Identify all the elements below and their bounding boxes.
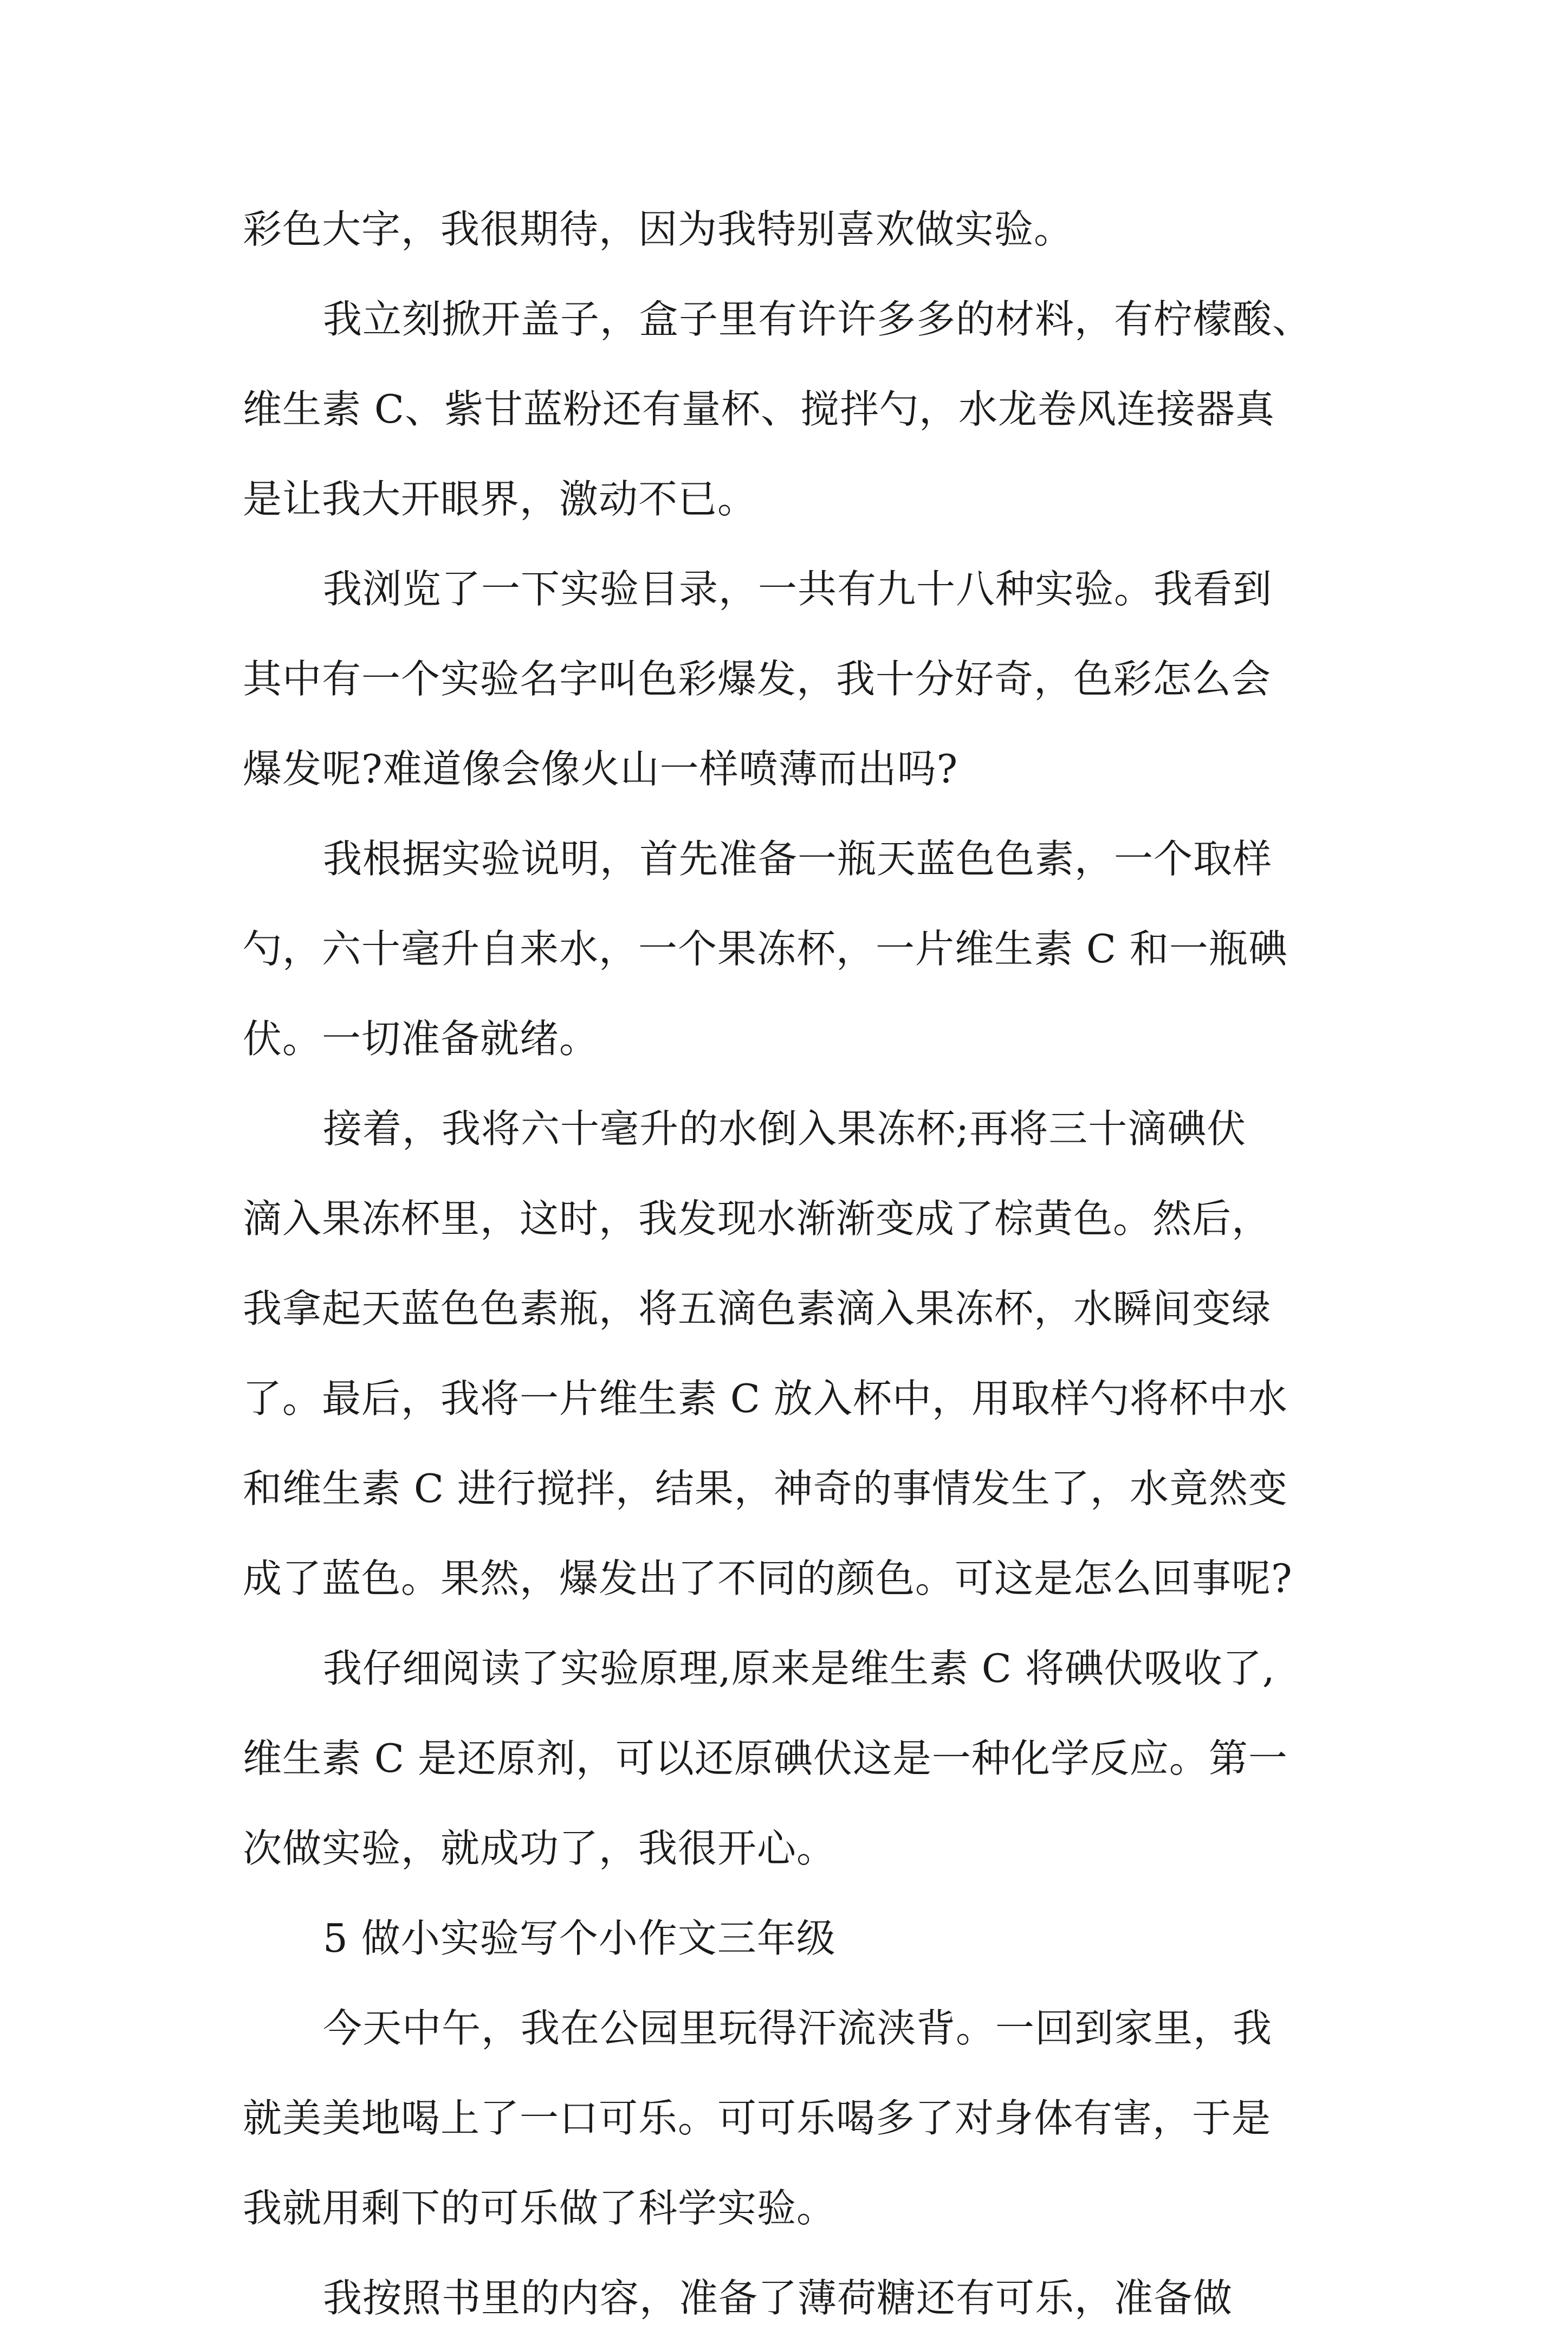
text-line-11: 接着，我将六十毫升的水倒入果冻杯;再将三十滴碘伏	[323, 1106, 1247, 1151]
text-line-19: 次做实验，就成功了，我很开心。	[243, 1826, 837, 1871]
text-line-17: 我仔细阅读了实验原理,原来是维生素 C 将碘伏吸收了,	[323, 1646, 1275, 1691]
text-line-14: 了。最后，我将一片维生素 C 放入杯中，用取样勺将杯中水	[243, 1376, 1288, 1421]
text-line-24: 我按照书里的内容，准备了薄荷糖还有可乐，准备做	[323, 2275, 1233, 2321]
text-line-6: 其中有一个实验名字叫色彩爆发，我十分好奇，色彩怎么会	[243, 656, 1272, 702]
text-line-15: 和维生素 C 进行搅拌，结果，神奇的事情发生了，水竟然变	[243, 1466, 1288, 1511]
section-heading: 5 做小实验写个小作文三年级	[323, 1915, 836, 1961]
text-line-7: 爆发呢?难道像会像火山一样喷薄而出吗?	[243, 746, 958, 792]
text-line-10: 伏。一切准备就绪。	[243, 1016, 599, 1062]
text-line-13: 我拿起天蓝色色素瓶，将五滴色素滴入果冻杯，水瞬间变绿	[243, 1286, 1272, 1331]
text-line-2: 我立刻掀开盖子，盒子里有许许多多的材料，有柠檬酸、	[323, 296, 1312, 342]
text-line-21: 今天中午，我在公园里玩得汗流浃背。一回到家里，我	[323, 2005, 1273, 2051]
text-line-18: 维生素 C 是还原剂，可以还原碘伏这是一种化学反应。第一	[243, 1736, 1288, 1781]
text-line-12: 滴入果冻杯里，这时，我发现水渐渐变成了棕黄色。然后，	[243, 1196, 1272, 1241]
text-line-23: 我就用剩下的可乐做了科学实验。	[243, 2185, 837, 2231]
text-line-4: 是让我大开眼界，激动不已。	[243, 476, 757, 522]
text-line-1: 彩色大字，我很期待，因为我特别喜欢做实验。	[243, 206, 1074, 252]
text-line-16: 成了蓝色。果然，爆发出了不同的颜色。可这是怎么回事呢?	[243, 1556, 1293, 1601]
text-line-22: 就美美地喝上了一口可乐。可可乐喝多了对身体有害，于是	[243, 2095, 1272, 2141]
text-line-8: 我根据实验说明，首先准备一瓶天蓝色色素，一个取样	[323, 836, 1273, 882]
text-line-9: 勺，六十毫升自来水，一个果冻杯，一片维生素 C 和一瓶碘	[243, 926, 1288, 972]
text-line-3: 维生素 C、紫甘蓝粉还有量杯、搅拌勺，水龙卷风连接器真	[243, 386, 1275, 432]
text-line-5: 我浏览了一下实验目录，一共有九十八种实验。我看到	[323, 566, 1273, 612]
document-page	[243, 184, 1326, 2343]
